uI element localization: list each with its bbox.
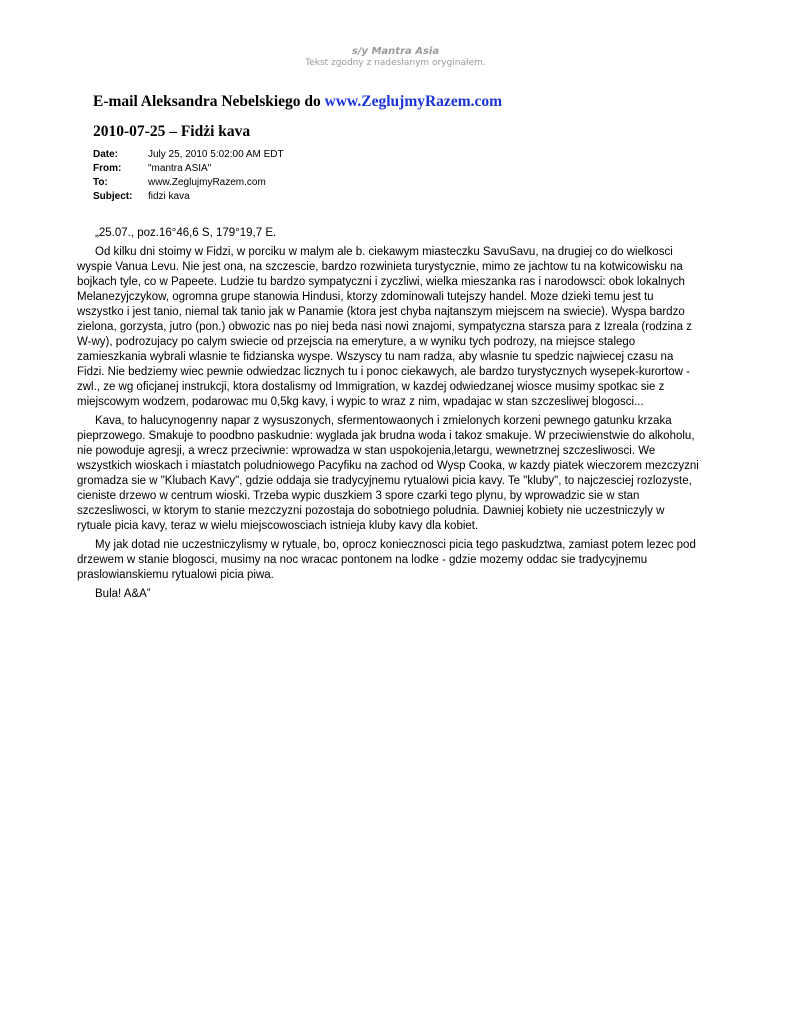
sign-off: Bula! A&A” [95, 588, 151, 600]
meta-key: Subject: [93, 191, 133, 202]
meta-row-subject [93, 190, 284, 204]
meta-key: Date: [93, 149, 119, 160]
meta-value: fidzi kava [148, 191, 190, 202]
page-header [0, 45, 791, 69]
title-prefix: E-mail Aleksandra Nebelskiego do [93, 93, 325, 110]
body-paragraph: My jak dotad nie uczestniczylismy w rytuale, bo, oprocz koniecznosci picia tego paskudztwa, zamiast potem lezec pod drzewem w stanie blogosci, musimy na noc wracac pontonem na lodke - gdzie mozemy oddac sie tradycyjnemu praslowianskiemu rytualowi picia piwa. [77, 539, 696, 581]
meta-row-to [93, 176, 284, 190]
meta-row-date [93, 148, 284, 162]
page-title [93, 93, 502, 111]
body-paragraph: Kava, to halucynogenny napar z wysuszonych, sfermentowaonych i zmielonych korzeni pewnego gatunku krzaka pieprzowego. Smakuje to poodbno paskudnie: wyglada jak brudna woda i takoz smakuje. W przeciwienstwie do alkoholu, nie powoduje agresji, a wrecz przeciwnie: wprowadza w stan uspokojenia,letargu, wewnetrznej szczesliwosci. We wszystkich wioskach i miastatch poludniowego Pacyfiku na zachod od Wysp Cooka, w kazdy piatek wieczorem mezczyzni gromadza sie w "Klubach Kavy", gdzie oddaja sie tradycyjnemu rytualowi picia kavy. Te "kluby", to najczesciej rozlozyste, cieniste drzewo w centrum wioski. Trzeba wypic duszkiem 3 spore czarki tego plynu, by wprowadzic sie w stan szczesliwosci, w ktorym to stanie mezczyzni pozostaja do sobotniego poludnia. Dawniej kobiety nie uczestniczyly w rytuale picia kavy, teraz w wielu miejscowosciach istnieja kluby kavy dla kobiet. [77, 415, 699, 532]
meta-value: www.ZeglujmyRazem.com [148, 177, 266, 188]
meta-value: "mantra ASIA" [148, 163, 212, 174]
meta-key: From: [93, 163, 122, 174]
source-note: Tekst zgodny z nadesłanym oryginałem. [305, 58, 486, 68]
website-link[interactable]: www.ZeglujmyRazem.com [324, 93, 503, 110]
body-paragraph: Od kilku dni stoimy w Fidzi, w porciku w malym ale b. ciekawym miasteczku SavuSavu, na drugiej co do wielkosci wyspie Vanua Levu. Nie jest ona, na szczescie, bardzo rozwinieta turystycznie, mimo ze jachtow tu na kotwicowisku na bojkach tyle, co w Papeete. Ludzie tu bardzo sympatyczni i zyczliwi, wielka mieszanka ras i narodowsci: obok lokalnych Melanezyjczykow, ogromna grupe stanowia Hindusi, ktorzy zdominowali tutejszy handel. Moze dzieki temu jest tu wszystko i jest tanio, niemal tak tanio jak w Panamie (ktora jest chyba najtanszym miejscem na swiecie). Wyspa bardzo zielona, gorzysta, jutro (pon.) obwozic nas po niej beda nasi nowi znajomi, sympatyczna starsza para z Izreala (rodzina z W-wy), podrozujacy po calym swiecie od przejscia na emeryture, a w wyniku tych podrozy, na miejsce stalego zamieszkania wybrali wlasnie te fidzianska wyspe. Wszyscy tu nam radza, aby wlasnie tu spedzic najwiecej czasu na Fidzi. Nie bedziemy wiec pewnie odwiedzac licznych tu i ponoc ciekawych, ale bardzo turystycznych wysepek-kurortow - zwl., ze wg oficjanej instrukcji, ktora dostalismy od Immigration, w kazdej odwiedzanej wiosce musimy spotkac sie z miejscowym wodzem, podarowac mu 0,5kg kavy, i wypic to wraz z nim, wpadajac w stan szczesliwej blogosci... [77, 246, 692, 408]
meta-key: To: [93, 177, 108, 188]
email-meta [93, 148, 284, 204]
ship-name: s/y Mantra Asia [351, 46, 440, 57]
meta-value: July 25, 2010 5:02:00 AM EDT [148, 149, 284, 160]
meta-row-from [93, 162, 284, 176]
email-body [77, 226, 702, 606]
entry-date-title: 2010-07-25 – Fidżi kava [93, 123, 251, 140]
position-line: „25.07., poz.16°46,6 S, 179°19,7 E. [95, 227, 277, 239]
